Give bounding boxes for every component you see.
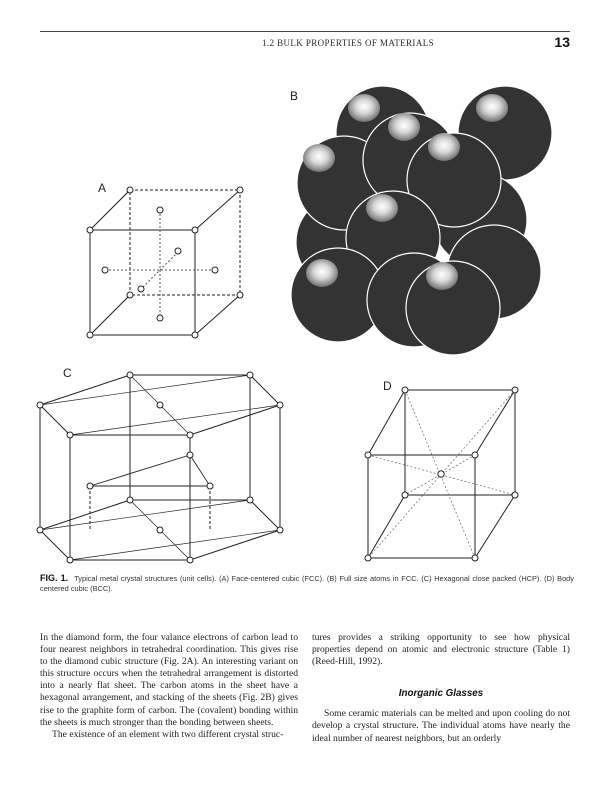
panel-label-d: D <box>383 379 392 393</box>
panel-label-c: C <box>63 366 72 380</box>
caption-lead: FIG. 1. <box>40 573 69 583</box>
body-column-right <box>312 632 570 745</box>
section-heading: Inorganic Glasses <box>398 688 484 700</box>
body-paragraph: Some ceramic materials can be melted and upon cooling do not develop a crystal structure. The individual atoms have nearly the ideal number of nearest neighbors, but an orderly <box>312 708 570 744</box>
panel-label-a: A <box>98 181 107 195</box>
body-column-left <box>40 632 298 741</box>
figure-caption <box>40 573 574 594</box>
running-title: 1.2 BULK PROPERTIES OF MATERIALS <box>262 38 435 48</box>
caption-text: Typical metal crystal structures (unit cells). (A) Face-centered cubic (FCC). (B) Full size atoms in FCC. (C) Hexagonal close packed (HCP). (D) Body centered cubic (BCC). <box>40 574 574 593</box>
body-paragraph: The existence of an element with two different crystal struc- <box>52 728 284 740</box>
body-paragraph: tures provides a striking opportunity to see how physical properties depend on atomic and electronic structure (Table 1) (Reed-Hill, 1992). <box>312 632 570 668</box>
body-paragraph: In the diamond form, the four valance electrons of carbon lead to four nearest neighbors in tetrahedral coordination. This gives rise to the diamond cubic structure (Fig. 2A). An interesting variant on this structure occurs when the tetrahedral arrangement is distorted into a nearly flat sheet. The carbon atoms in the sheet have a hexagonal arrangement, and stacking of the sheets (Fig. 2B) gives rise to the graphite form of carbon. The (covalent) bonding within the sheets is much stronger than the bonding between sheets. <box>40 632 298 728</box>
panel-label-b: B <box>290 89 299 103</box>
page-number: 13 <box>554 34 570 50</box>
